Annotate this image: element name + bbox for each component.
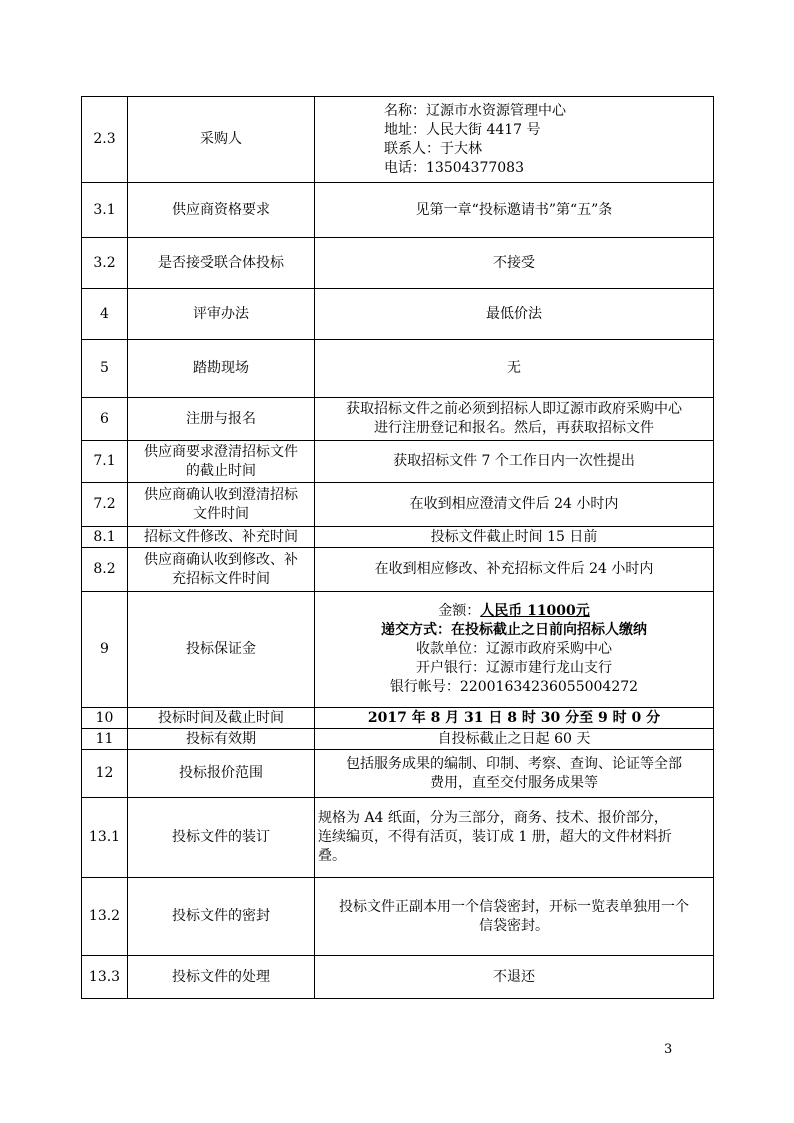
row-value xyxy=(315,398,714,441)
row-value: 不接受 xyxy=(315,238,714,289)
row-item: 注册与报名 xyxy=(128,398,315,441)
row-item: 投标文件的处理 xyxy=(128,956,315,999)
row-value: 获取招标文件 7 个工作日内一次性提出 xyxy=(315,441,714,483)
row-number: 11 xyxy=(82,729,128,750)
row-value: 投标文件截止时间 15 日前 xyxy=(315,527,714,548)
row-value xyxy=(315,878,714,956)
row-item xyxy=(128,441,315,483)
table-row xyxy=(82,956,714,999)
row-item: 评审办法 xyxy=(128,289,315,340)
row-value: 自投标截止之日起 60 天 xyxy=(315,729,714,750)
table-row xyxy=(82,441,714,483)
value-line: 信袋密封。 xyxy=(479,917,549,934)
value-line: 投标文件正副本用一个信袋密封，开标一览表单独用一个 xyxy=(339,898,689,915)
table-row xyxy=(82,97,714,183)
item-line: 供应商确认收到澄清招标 xyxy=(144,486,298,503)
purchaser-address: 地址：人民大街 4417 号 xyxy=(384,121,541,138)
item-line: 文件时间 xyxy=(193,505,249,522)
row-number: 2.3 xyxy=(82,97,128,183)
row-item: 投标有效期 xyxy=(128,729,315,750)
row-item: 投标文件的密封 xyxy=(128,878,315,956)
deposit-payee: 收款单位：辽源市政府采购中心 xyxy=(416,641,612,657)
table-row xyxy=(82,527,714,548)
row-item: 是否接受联合体投标 xyxy=(128,238,315,289)
deposit-amount: 金额：人民币 11000元 xyxy=(438,603,590,619)
row-number: 9 xyxy=(82,592,128,708)
table-row xyxy=(82,340,714,398)
value-line: 获取招标文件之前必须到招标人即辽源市政府采购中心 xyxy=(346,401,682,417)
row-value xyxy=(315,97,714,183)
table-row xyxy=(82,750,714,798)
row-value xyxy=(315,750,714,798)
item-line: 充招标文件时间 xyxy=(172,570,270,587)
table-row xyxy=(82,798,714,878)
row-number: 3.1 xyxy=(82,183,128,238)
row-value xyxy=(315,592,714,708)
table-row xyxy=(82,548,714,592)
row-item: 踏勘现场 xyxy=(128,340,315,398)
deposit-account: 银行帐号：22001634236055004272 xyxy=(389,679,639,695)
row-value: 不退还 xyxy=(315,956,714,999)
value-line: 规格为 A4 纸面，分为三部分，商务、技术、报价部分， xyxy=(318,810,668,826)
row-value: 在收到相应澄清文件后 24 小时内 xyxy=(315,483,714,527)
table-row xyxy=(82,729,714,750)
item-line: 供应商要求澄清招标文件 xyxy=(144,443,298,460)
item-line: 的截止时间 xyxy=(186,462,256,479)
row-number: 4 xyxy=(82,289,128,340)
table-row xyxy=(82,183,714,238)
value-line: 包括服务成果的编制、印制、考察、查询、论证等全部 xyxy=(346,755,682,772)
row-item: 投标保证金 xyxy=(128,592,315,708)
row-value: 无 xyxy=(315,340,714,398)
row-number: 8.2 xyxy=(82,548,128,592)
table-row xyxy=(82,708,714,729)
tender-data-table xyxy=(81,96,714,999)
purchaser-contact: 联系人：于大林 xyxy=(384,140,482,157)
row-item xyxy=(128,548,315,592)
row-item: 投标报价范围 xyxy=(128,750,315,798)
row-number: 13.2 xyxy=(82,878,128,956)
deposit-bank: 开户银行：辽源市建行龙山支行 xyxy=(416,660,612,676)
deposit-delivery: 递交方式：在投标截止之日前向招标人缴纳 xyxy=(381,622,647,638)
table-row xyxy=(82,238,714,289)
row-number: 10 xyxy=(82,708,128,729)
table-row xyxy=(82,483,714,527)
table-row xyxy=(82,878,714,956)
row-number: 5 xyxy=(82,340,128,398)
row-value: 在收到相应修改、补充招标文件后 24 小时内 xyxy=(315,548,714,592)
row-number: 7.2 xyxy=(82,483,128,527)
row-item: 供应商资格要求 xyxy=(128,183,315,238)
row-item: 采购人 xyxy=(128,97,315,183)
item-line: 供应商确认收到修改、补 xyxy=(144,551,298,568)
value-line: 连续编页，不得有活页，装订成 1 册，超大的文件材料折 xyxy=(318,829,672,845)
row-number: 8.1 xyxy=(82,527,128,548)
table-row xyxy=(82,289,714,340)
row-item: 投标时间及截止时间 xyxy=(128,708,315,729)
value-line: 进行注册登记和报名。然后，再获取招标文件 xyxy=(374,420,654,436)
row-item: 投标文件的装订 xyxy=(128,798,315,878)
row-number: 13.1 xyxy=(82,798,128,878)
row-number: 6 xyxy=(82,398,128,441)
purchaser-phone: 电话：13504377083 xyxy=(384,159,524,176)
row-number: 12 xyxy=(82,750,128,798)
row-item: 招标文件修改、补充时间 xyxy=(128,527,315,548)
value-line: 叠。 xyxy=(318,848,346,864)
purchaser-name: 名称：辽源市水资源管理中心 xyxy=(384,102,566,119)
row-value: 最低价法 xyxy=(315,289,714,340)
table-row xyxy=(82,592,714,708)
row-number: 3.2 xyxy=(82,238,128,289)
row-value: 见第一章“投标邀请书”第“五”条 xyxy=(315,183,714,238)
row-value xyxy=(315,798,714,878)
row-number: 7.1 xyxy=(82,441,128,483)
page-number: 3 xyxy=(664,1042,673,1057)
row-value: 2017 年 8 月 31 日 8 时 30 分至 9 时 0 分 xyxy=(315,708,714,729)
table-row xyxy=(82,398,714,441)
row-number: 13.3 xyxy=(82,956,128,999)
row-item xyxy=(128,483,315,527)
value-line: 费用，直至交付服务成果等 xyxy=(430,774,598,791)
